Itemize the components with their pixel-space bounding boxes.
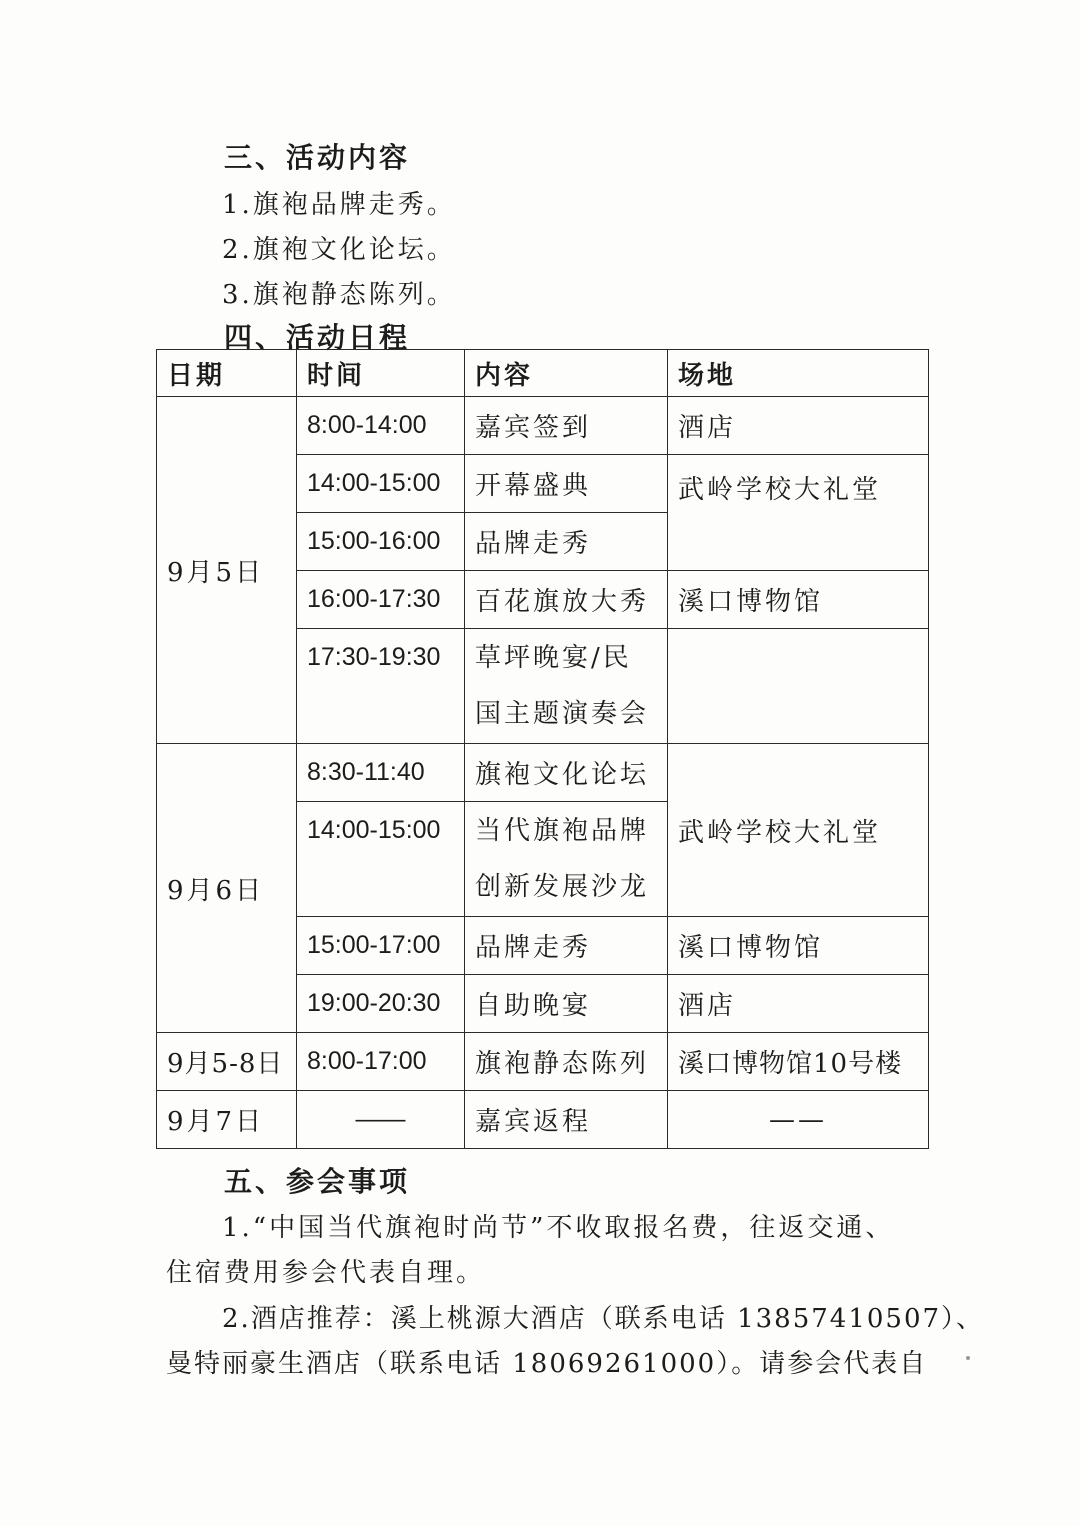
- content-cell: 旗袍文化论坛: [465, 744, 668, 802]
- content-cell: 百花旗放大秀: [465, 571, 668, 629]
- date-cell: 9月7日: [157, 1091, 297, 1149]
- date-cell: 9月5-8日: [157, 1033, 297, 1091]
- venue-cell: 溪口博物馆: [668, 571, 929, 629]
- header-time: 时间: [297, 350, 465, 397]
- content-cell: 自助晚宴: [465, 975, 668, 1033]
- table-row: [157, 1091, 929, 1149]
- date-cell: 9月5日: [157, 397, 297, 744]
- time-cell: 14:00-15:00: [297, 455, 465, 513]
- header-content: 内容: [465, 350, 668, 397]
- content-item-1: 1.旗袍品牌走秀。: [222, 190, 456, 220]
- table-header-row: [157, 350, 929, 397]
- content-cell: 品牌走秀: [465, 513, 668, 571]
- time-cell: 17:30-19:30: [297, 629, 465, 744]
- content-item-2: 2.旗袍文化论坛。: [222, 235, 456, 265]
- content-cell: 嘉宾返程: [465, 1091, 668, 1149]
- section-3-heading: 三、活动内容: [224, 141, 411, 174]
- notice-paragraph-1-line-1: 1.“中国当代旗袍时尚节”不收取报名费，往返交通、: [222, 1213, 895, 1243]
- scan-speck: [966, 1356, 970, 1360]
- content-cell: 草坪晚宴/民国主题演奏会: [465, 629, 668, 744]
- time-cell: ——: [297, 1091, 465, 1149]
- table-row: [157, 397, 929, 455]
- time-cell: 14:00-15:00: [297, 802, 465, 917]
- venue-cell: ——: [668, 1091, 929, 1149]
- venue-cell: [668, 629, 929, 744]
- time-cell: 8:00-17:00: [297, 1033, 465, 1091]
- schedule-table: [156, 349, 929, 1149]
- header-venue: 场地: [668, 350, 929, 397]
- venue-cell: 溪口博物馆: [668, 917, 929, 975]
- time-cell: 8:00-14:00: [297, 397, 465, 455]
- time-cell: 15:00-16:00: [297, 513, 465, 571]
- section-4-heading: 四、活动日程: [224, 321, 411, 354]
- date-cell: 9月6日: [157, 744, 297, 1033]
- content-cell: 开幕盛典: [465, 455, 668, 513]
- content-cell: 嘉宾签到: [465, 397, 668, 455]
- notice-paragraph-2-line-2: 曼特丽豪生酒店（联系电话 18069261000）。请参会代表自: [166, 1349, 928, 1379]
- notice-paragraph-2-line-1: 2.酒店推荐：溪上桃源大酒店（联系电话 13857410507）、: [222, 1304, 985, 1334]
- time-cell: 15:00-17:00: [297, 917, 465, 975]
- header-date: 日期: [157, 350, 297, 397]
- time-cell: 16:00-17:30: [297, 571, 465, 629]
- table-row: [157, 744, 929, 802]
- venue-cell: 武岭学校大礼堂: [668, 744, 929, 917]
- venue-cell: 溪口博物馆10号楼: [668, 1033, 929, 1091]
- content-cell: 当代旗袍品牌创新发展沙龙: [465, 802, 668, 917]
- time-cell: 8:30-11:40: [297, 744, 465, 802]
- venue-cell: 酒店: [668, 975, 929, 1033]
- time-cell: 19:00-20:30: [297, 975, 465, 1033]
- content-item-3: 3.旗袍静态陈列。: [222, 280, 456, 310]
- notice-paragraph-1-line-2: 住宿费用参会代表自理。: [166, 1258, 486, 1288]
- venue-cell: 酒店: [668, 397, 929, 455]
- venue-cell: 武岭学校大礼堂: [668, 455, 929, 571]
- table-row: [157, 1033, 929, 1091]
- content-cell: 品牌走秀: [465, 917, 668, 975]
- content-cell: 旗袍静态陈列: [465, 1033, 668, 1091]
- section-5-heading: 五、参会事项: [224, 1165, 411, 1198]
